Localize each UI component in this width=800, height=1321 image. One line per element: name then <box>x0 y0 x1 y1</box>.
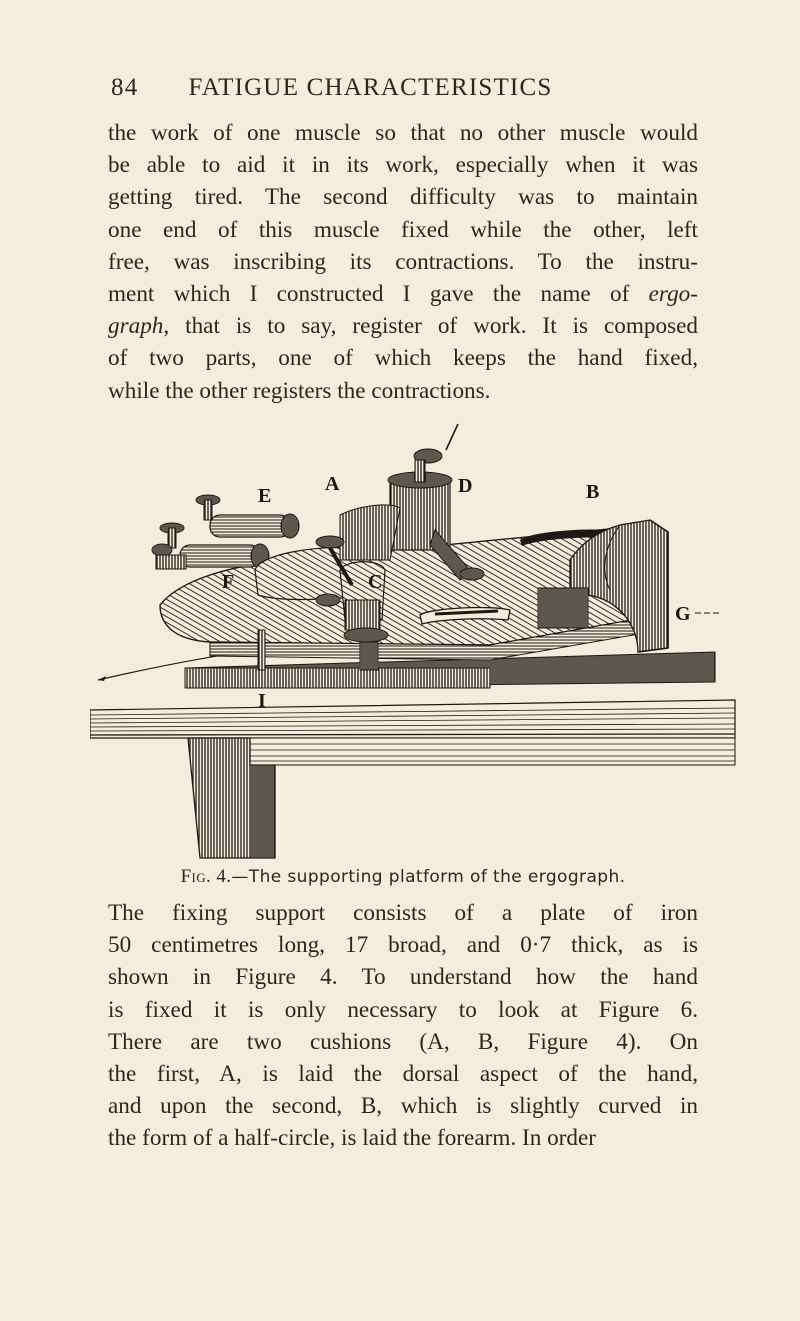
text-line: the work of one muscle so that no other muscle would <box>108 120 698 146</box>
text-line <box>108 278 698 310</box>
running-head <box>111 74 691 108</box>
text-line: free, was inscribing its contractions. To the instru- <box>108 248 698 275</box>
figure-label-g: G <box>675 603 691 625</box>
paragraph-1 <box>108 117 698 407</box>
caption-text: —The supporting platform of the ergograph. <box>231 867 626 887</box>
italic-term-end: graph <box>108 313 164 340</box>
text-line: the first, A, is laid the dorsal aspect of the hand, <box>108 1061 698 1088</box>
figure-label-b: B <box>586 481 600 503</box>
paragraph-2 <box>108 897 698 1155</box>
text-line: is fixed it is only necessary to look at Figure 6. <box>108 996 698 1023</box>
text-line: the form of a half-circle, is laid the forearm. In order <box>108 1125 597 1152</box>
text-line-part: ment which I constructed I gave the name of <box>108 281 630 308</box>
figure-label-i: I <box>258 690 266 712</box>
text-line: 50 centimetres long, 17 broad, and 0·7 thick, as is <box>108 932 698 959</box>
text-line: one end of this muscle fixed while the other, left <box>108 216 698 243</box>
caption-label: Fig. 4. <box>180 866 232 887</box>
text-line: There are two cushions (A, B, Figure 4). On <box>108 1028 698 1055</box>
figure-label-a: A <box>325 473 340 495</box>
text-line: getting tired. The second difficulty was to maintain <box>108 184 698 211</box>
running-title: FATIGUE CHARACTERISTICS <box>188 74 553 101</box>
text-line: while the other registers the contractions. <box>108 377 491 404</box>
figure-label-f: F <box>222 571 235 593</box>
figure-caption <box>108 866 698 888</box>
italic-term-start: ergo- <box>648 281 698 308</box>
text-line: of two parts, one of which keeps the hand fixed, <box>108 345 698 372</box>
figure-label-e: E <box>258 485 272 507</box>
text-line <box>108 310 698 342</box>
ergograph-illustration <box>90 420 740 860</box>
text-line-part: , that is to say, register of work. It is composed <box>163 313 698 340</box>
ergograph-figure <box>90 420 740 860</box>
page-number: 84 <box>111 74 139 101</box>
text-line: be able to aid it in its work, especially when it was <box>108 152 698 179</box>
figure-label-c: C <box>368 571 383 593</box>
text-line: shown in Figure 4. To understand how the hand <box>108 964 698 991</box>
text-line: and upon the second, B, which is slightly curved in <box>108 1093 698 1120</box>
text-line: The fixing support consists of a plate of iron <box>108 900 698 926</box>
figure-label-d: D <box>458 475 473 497</box>
